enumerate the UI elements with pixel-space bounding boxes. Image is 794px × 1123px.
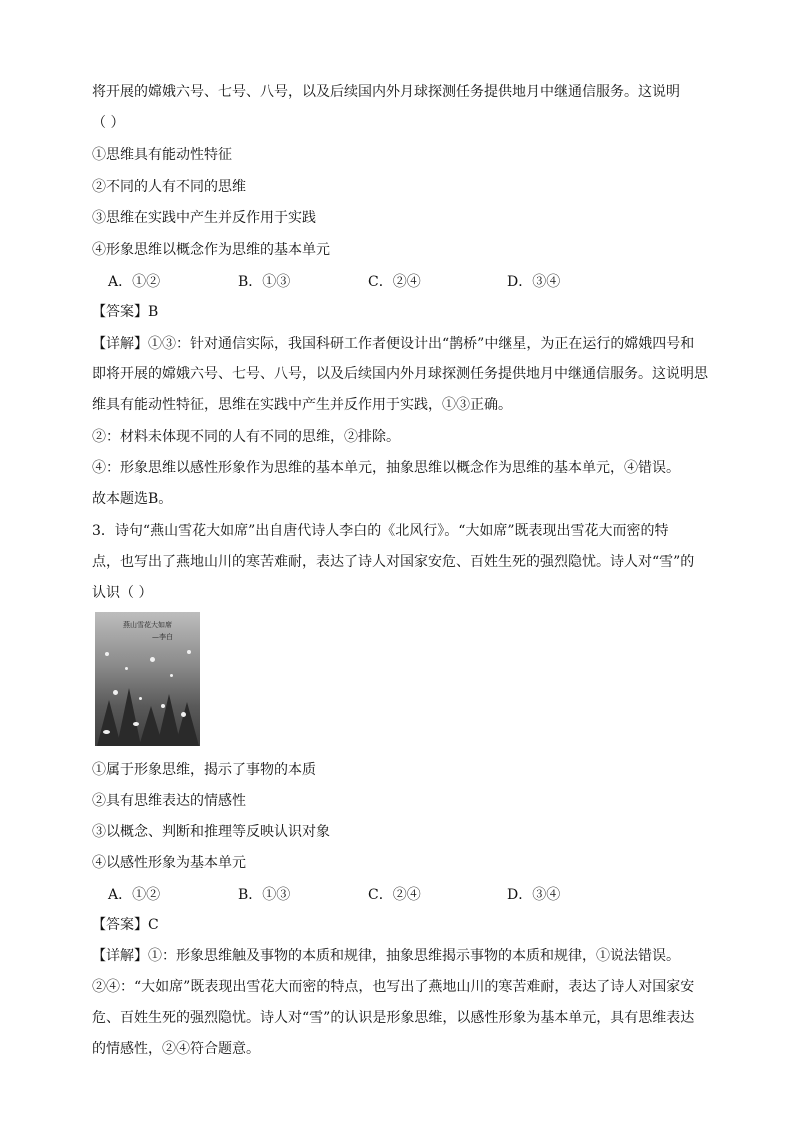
detail-text: ①：形象思维触及事物的本质和规律，抽象思维揭示事物的本质和规律，①说法错误。 <box>148 948 680 964</box>
q2-answer <box>92 302 158 322</box>
image-caption: 燕山雪花大如席 <box>123 621 172 629</box>
q3-choices <box>92 884 652 904</box>
detail-label: 【详解】 <box>92 948 148 964</box>
q2-option-4: ④形象思维以概念作为思维的基本单元 <box>92 242 330 258</box>
q3-option-2: ②具有思维表达的情感性 <box>92 793 246 809</box>
q2-conclusion: 故本题选B。 <box>92 491 173 507</box>
q2-choice-d: D．③④ <box>507 274 561 290</box>
q2-stem-line-2: （ ） <box>92 115 125 131</box>
snowflake <box>170 674 173 677</box>
q2-choice-b: B．①③ <box>238 274 291 290</box>
q2-detail-line-1 <box>92 334 694 354</box>
q2-detail-line-2: 即将开展的嫦娥六号、七号、八号，以及后续国内外月球探测任务提供地月中继通信服务。这说明思 <box>92 366 708 382</box>
q3-detail-line-3: 危、百姓生死的强烈隐忧。诗人对“雪”的认识是形象思维，以感性形象为基本单元，具有思维表达 <box>92 1010 695 1026</box>
q3-choice-b: B．①③ <box>238 887 291 903</box>
q3-detail-line-4: 的情感性，②④符合题意。 <box>92 1041 260 1057</box>
answer-value: B <box>148 304 159 320</box>
q3-choice-a: A．①② <box>108 887 161 903</box>
snowflake <box>113 690 118 695</box>
q3-option-1: ①属于形象思维，揭示了事物的本质 <box>92 762 316 778</box>
q2-option-2: ②不同的人有不同的思维 <box>92 179 246 195</box>
q2-detail-line-3: 维具有能动性特征，思维在实践中产生并反作用于实践，①③正确。 <box>92 397 512 413</box>
q3-option-4: ④以感性形象为基本单元 <box>92 855 246 871</box>
q3-stem-line-2: 点，也写出了燕地山川的寒苦难耐，表达了诗人对国家安危、百姓生死的强烈隐忧。诗人对“雪”的 <box>92 554 695 570</box>
q2-choice-c: C．②④ <box>368 274 421 290</box>
q2-choices <box>92 271 652 291</box>
answer-value: C <box>148 917 159 933</box>
q2-option-3: ③思维在实践中产生并反作用于实践 <box>92 210 316 226</box>
q3-choice-c: C．②④ <box>368 887 421 903</box>
snowflake <box>161 704 165 708</box>
snowflake <box>133 722 139 726</box>
tree-shape <box>117 688 141 746</box>
q2-option-1: ①思维具有能动性特征 <box>92 147 232 163</box>
q3-stem-line-1: 3．诗句“燕山雪花大如席”出自唐代诗人李白的《北风行》。“大如席”既表现出雪花大而密的特 <box>92 523 669 539</box>
snowflake <box>103 730 110 734</box>
answer-label: 【答案】 <box>92 917 148 933</box>
detail-label: 【详解】 <box>92 336 148 352</box>
q2-detail-line-5: ④：形象思维以感性形象作为思维的基本单元，抽象思维以概念作为思维的基本单元，④错误。 <box>92 460 680 476</box>
q3-detail-line-1 <box>92 946 680 966</box>
q2-choice-a: A．①② <box>108 274 161 290</box>
answer-label: 【答案】 <box>92 304 148 320</box>
snowflake <box>181 712 186 717</box>
snowflake <box>125 667 128 670</box>
q2-detail-line-4: ②：材料未体现不同的人有不同的思维，②排除。 <box>92 429 400 445</box>
tree-shape <box>175 702 199 746</box>
q3-option-3: ③以概念、判断和推理等反映认识对象 <box>92 824 330 840</box>
snowflake <box>187 650 191 654</box>
snowflake <box>105 652 109 656</box>
detail-text: ①③：针对通信实际，我国科研工作者便设计出“鹊桥”中继星，为正在运行的嫦娥四号和 <box>148 336 695 352</box>
q2-stem-line-1: 将开展的嫦娥六号、七号、八号，以及后续国内外月球探测任务提供地月中继通信服务。这说明 <box>92 84 680 100</box>
q3-stem-line-3: 认识（ ） <box>92 585 153 601</box>
q3-choice-d: D．③④ <box>507 887 561 903</box>
snowflake <box>139 697 142 700</box>
q3-detail-line-2: ②④：“大如席”既表现出雪花大而密的特点，也写出了燕地山川的寒苦难耐，表达了诗人对国家安 <box>92 979 695 995</box>
snow-poem-image <box>95 612 200 746</box>
q3-answer <box>92 915 159 935</box>
snowflake <box>150 657 155 662</box>
image-author: —李白 <box>152 633 173 641</box>
